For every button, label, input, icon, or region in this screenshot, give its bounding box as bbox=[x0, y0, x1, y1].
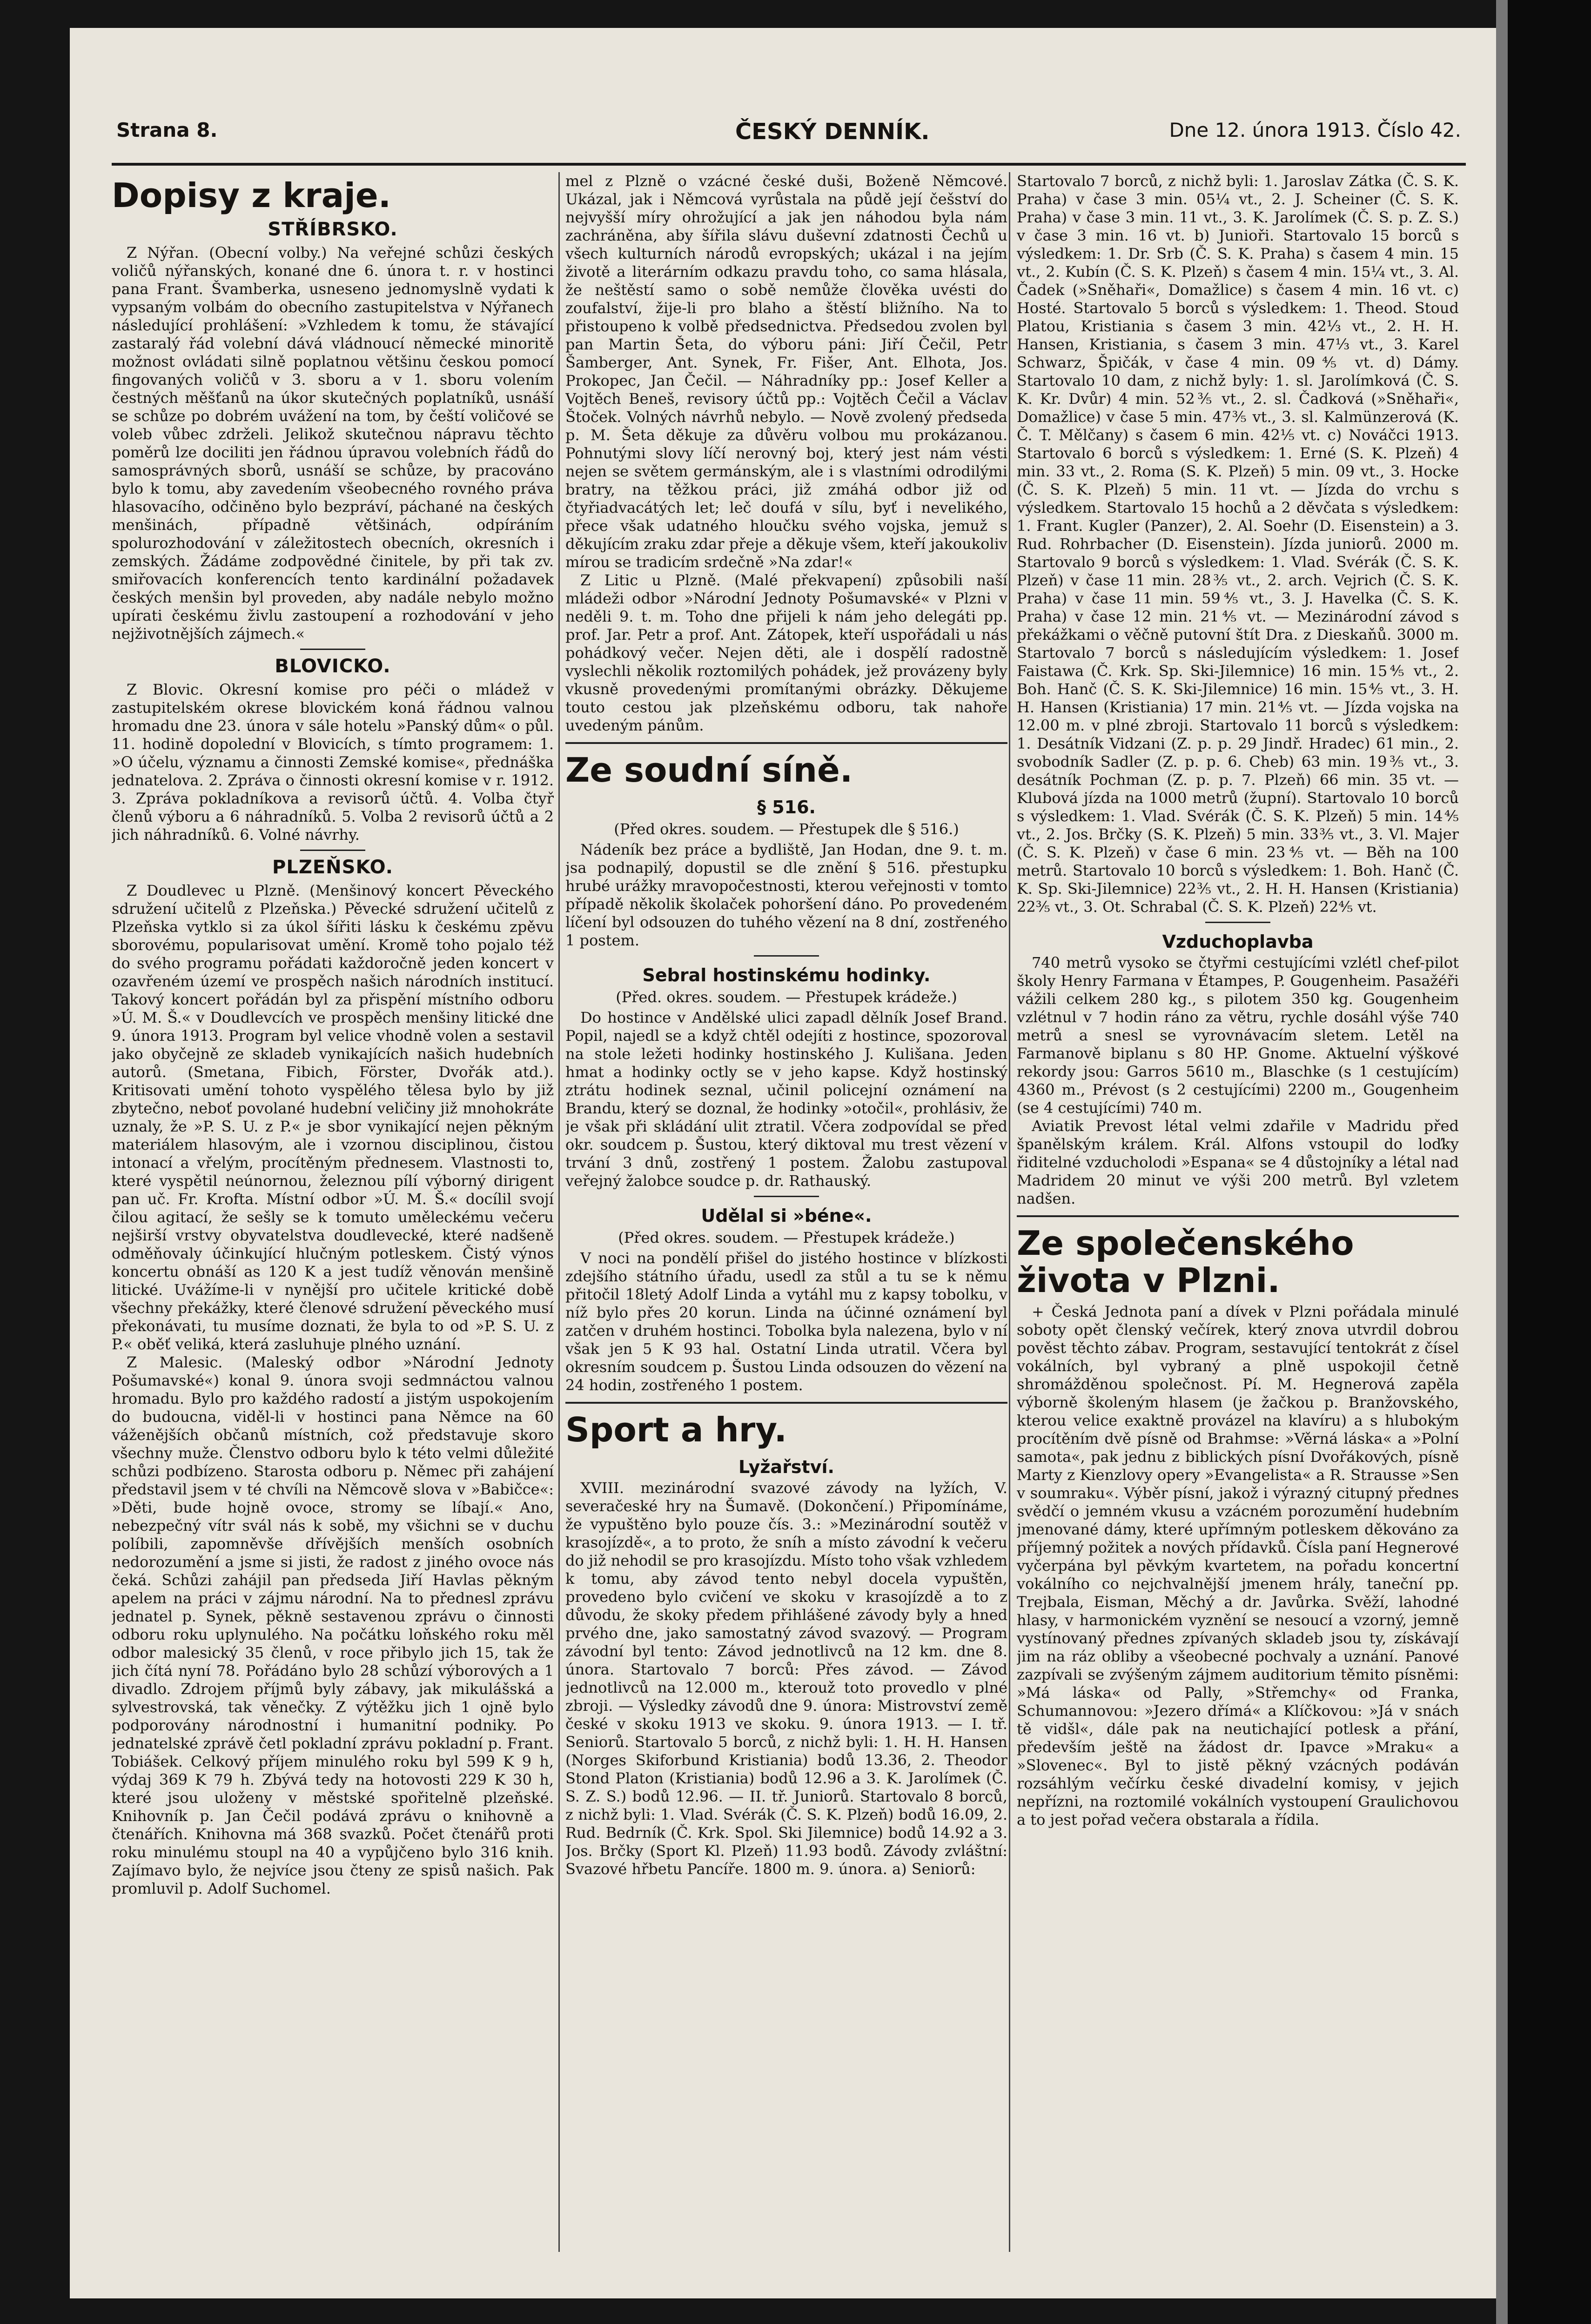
divider bbox=[754, 955, 819, 957]
article-head-hodinky: Sebral hostinskému hodinky. bbox=[642, 965, 931, 985]
article-head-516: § 516. bbox=[757, 797, 816, 817]
column-3 bbox=[1017, 172, 1459, 2266]
article-malesice: Z Malesic. (Maleský odbor »Národní Jednoty Pošumavské«) konal 9. února svoji sedmnáctou valnou hromadu. Bylo pro každého radostí a jistým uspokojením do budoucna, viděl-li v hostinci pana Němce na 60 váženějších občanů místních, což představuje skoro všechny muže. Členstvo odboru bylo k této velmi důležité schůzi podbízeno. Starosta odboru p. Němec při zahájení představil jsem v té chvíli na Němcově slova v »Babičce«: »Děti, bude hojně ovoce, stromy se líbají.« Ano, nebezpečný vítr svál nás k sobě, my všichni se v duchu políbili, zapomněvše dřívějších menších osobních nedorozumění a jsme si jisti, že radost z jiného ovoce nás čeká. Schůzi zahájil pan předseda Jiří Havlas pěkným apelem na práci v zájmu národní. Na to přednesl zprávu jednatel p. Synek, pěkně sestavenou zprávu o činnosti odboru roku uplynulého. Na počátku loňského roku měl odbor malesický 35 členů, v roce přibylo jich 15, tak že jich čítá nyní 78. Pořádáno bylo 28 schůzí výborových a 1 divadlo. Zdrojem příjmů byly zábavy, jak mikulášská a sylvestrovská, tak věnečky. Z výtěžku jich 1 ojně bylo podporovány národnostní i humanitní podniky. Po jednatelské zprávě četl pokladní zprávu pokladní p. Frant. Tobiášek. Celkový příjem minulého roku byl 599 K 9 h, výdaj 369 K 79 h. Zbývá tedy na hotovosti 229 K 30 h, které jsou uloženy v městské spořitelně plzeňské. Knihovník p. Jan Čečil podává zprávu o knihovně a čtenářích. Knihovna má 368 svazků. Počet čtenářů proti roku minulému stoupl na 40 a vypůjčeno bylo 316 knih. Zajímavo bylo, že nejvíce jsou čteny ze spisů našich. Pak promluvil p. Adolf Suchomel. bbox=[112, 1353, 554, 1897]
article-malesice-continued: mel z Plzně o vzácné české duši, Boženě Němcové. Ukázal, jak i Němcová vyrůstala na půdě její češství do nejvyšší míry ohrožující a jak jen náhodou byla nám zachráněna, aby šířila slávu duševní zdatnosti Čechů u všech kulturních národů evropských; ukázal i na jejím životě a literárním odkazu pravdu toho, co sama hlásala, že neštěstí samo o sobě nemůže člověka uvésti do zoufalství, žije-li pro blaho a štěstí bližního. Na to přistoupeno k volbě předsednictva. Předsedou zvolen byl pan Martin Šeta, do výboru páni: Jiří Čečil, Petr Šamberger, Ant. Synek, Fr. Fišer, Ant. Elhota, Jos. Prokopec, Jan Čečil. — Náhradníky pp.: Josef Keller a Vojtěch Beneš, revisory účtů pp.: Vojtěch Čečil a Václav Štoček. Volných návrhů nebylo. — Nově zvolený předseda p. M. Šeta děkuje za důvěru volbou mu prokázanou. Pohnutými slovy líčí nerovný boj, který jest nám vésti nejen se světem germánským, ale i s vlastními odrodilými bratry, na těžkou práci, již zmáhá odbor již od čtyřiadvacátých let; leč doufá v sílu, byť i nevelikého, přece však udatného hloučku svého vojska, jemuž s děkujícím zraku zdar přeje a děkuje všem, kteří jakoukoliv mírou se tradicím srdečně »Na zdar!« bbox=[565, 172, 1007, 571]
region-head-stribrsko: STŘÍBRSKO. bbox=[268, 219, 398, 240]
section-title-sport: Sport a hry. bbox=[565, 1410, 787, 1449]
article-sub-hodinky: (Před. okres. soudem. — Přestupek krádeže.) bbox=[616, 988, 957, 1006]
divider bbox=[1205, 922, 1270, 923]
article-head-aviation: Vzduchoplavba bbox=[1162, 931, 1314, 952]
article-sub-bene: (Před okres. soudem. — Přestupek krádeže.) bbox=[618, 1229, 955, 1246]
page-number: Strana 8. bbox=[116, 119, 218, 141]
section-rule bbox=[565, 742, 1007, 744]
article-litice: Z Litic u Plzně. (Malé překvapení) způsobili naší mládeži odbor »Národní Jednoty Pošumavské« v Plzni v neděli 9. t. m. Toho dne přijeli k nám jeho delegáti pp. prof. Jar. Petr a prof. Ant. Zátopek, kteří uspořádali u nás pohádkový večer. Nejen děti, ale i dospělí radostně vyslechli několik roztomilých pohádek, jež provázeny byly vkusně provedenými promítanými obrázky. Děkujeme touto cestou jak plzeňskému odboru, tak nahoře uvedeným pánům. bbox=[565, 571, 1007, 734]
scan-border bbox=[1508, 0, 1591, 2324]
column-2 bbox=[565, 172, 1007, 2266]
newspaper-page bbox=[70, 28, 1508, 2298]
section-rule bbox=[565, 1402, 1007, 1404]
column-divider bbox=[1009, 172, 1010, 2252]
article-sub-516: (Před okres. soudem. — Přestupek dle § 516.) bbox=[614, 820, 959, 838]
issue-date: Dne 12. února 1913. Číslo 42. bbox=[1169, 119, 1461, 141]
column-1 bbox=[112, 172, 554, 2266]
article-society: + Česká Jednota paní a dívek v Plzni pořádala minulé soboty opět členský večírek, který znova utvrdil dobrou pověst těchto zábav. Program, sestavující tentokrát z čísel vokálních, byl vybraný a plně uspokojil četně shromážděnou společnost. Pí. M. Hegnerová zapěla výborně školeným hlasem (je žačkou p. Branžovského, kterou velice exaktně provázel na klavíru) a s hlubokým procítěním dvě písně od Brahmse: »Věrná láska« a »Polní samota«, pak jednu z biblických písní Dvořákových, písně Marty z Kienzlovy opery »Evangelista« a R. Strausse »Sen v soumraku«. Výběr písní, jakož i výrazný citupný přednes svědčí o jemném vkusu a vzácném porozumění hudebním jmenované dámy, které upřímným potleskem děkováno za příjemný požitek a nových přídavků. Čísla paní Hegnerové vyčerpána byl pěvkým kvartetem, na pořadu koncertní vokálního co nejchvalnější jmenem hrály, taneční pp. Trejbala, Eisman, Měchý a dr. Javůrka. Svěží, lahodné hlasy, v harmonickém vyznění se nesoucí a vzorný, jemně vystínovaný přednes zpívaných skladeb jsou ty, získávají jim na ráz obliby a všeobecné pochvaly a uznání. Panové zazpívali se zvýšeným zájmem auditorium těmito písněmi: »Má láska« od Pally, »Střemchy« od Franka, Schumannovou: »Jezero dřímá« a Klíčkovou: »Já v snách tě vidšl«, dále pak na neutichající potlesk a přání, především ještě na žádost dr. Ipavce »Mraku« a »Slovenec«. Byl to jistě pěkný vzácných podáván rozsáhlým večírku české divadelní komisy, v jejich nepřízni, na roztomilé vokálních vystoupení Graulichovou a to jest pořad večera obstarala a řídila. bbox=[1017, 1303, 1459, 1828]
article-doudlevce: Z Doudlevec u Plzně. (Menšinový koncert Pěveckého sdružení učitelů z Plzeňska.) Pěvecké sdružení učitelů z Plzeňska vytklo si za úkol šířiti lásku k českému zpěvu sborovému, popularisovat umění. Kromě toho pojalo též do svého programu pořádati každoročně jeden koncert v ozavřeném území ve prospěch našich národních institucí. Takový koncert pořádán byl za přispění místního odboru »Ú. M. Š.« v Doudlevcích ve prospěch menšiny litické dne 9. února 1913. Program byl velice vhodně volen a sestavil jako obyčejně ze skladeb vynikajících našich hudebních autorů. (Smetana, Fibich, Förster, Dvořák atd.). Kritisovati umění tohoto vyspělého tělesa bylo by již zbytečno, neboť povolané hudební veličiny již mnohokráte uznaly, že »P. S. U. z P.« je sbor vynikající nejen pěkným materiálem hlasovým, ale i vzornou disciplinou, čistou intonací a vřelým, procítěným přednesem. Vlastnosti to, které vyspětil neúnornou, železnou pílí výborný dirigent pan uč. Fr. Krofta. Místní odbor »Ú. M. Š.« docílil svojí čilou agitací, že sešly se k tomuto uměleckému večeru nejširší vrstvy obyvatelstva doudlevecké, které nadšeně odměňovaly účinkující hlučným potleskem. Čistý výnos koncertu obnáší as 120 K a jest tudíž věnován menšině litické. Uvážíme-li v nynější pro učitele kritické době všechny překážky, které členové sdružení pěveckého musí překonávati, tu musíme doznati, že byla to od »P. S. U. z P.« oběť veliká, která zasluhuje plného uznání. bbox=[112, 882, 554, 1353]
article-nyrany: Z Nýřan. (Obecní volby.) Na veřejné schůzi českých voličů nýřanských, konané dne 6. února t. r. v hostinci pana Frant. Švamberka, usneseno jednomyslně vydati k vypsaným volbám do obecního zastupitelstva v Nýřanech následující prohlášení: »Vzhledem k tomu, že stávající zastaralý řád volební dává vládnoucí německé minoritě možnost ovládati silně poplatnou většinu českou pomocí fingovaných voličů v 3. sboru a v 1. sboru volením čestných měšťanů na úkor skutečných poplatníků, usnáší se schůze po dobrém uvážení na tom, by čeští voličové se voleb vůbec zdrželi. Jelikož skutečnou nápravu těchto poměrů lze dociliti jen řádnou úpravou volebních řádů do samosprávných sborů, usnáší se schůze, by pracováno bylo k tomu, aby zavedením všeobecného rovného práva hlasovacího, odčiněno bylo bezpráví, páchané na českých menšinách, případně většinách, odpíráním spolurozhodování v záležitostech obecních, okresních i zemských. Žádáme zodpovědné činitele, by při tak zv. smiřovacích konferencích tento kardinální požadavek českých menšin byl proveden, aby nadále nebylo možno upírati českému živlu zastoupení a rozhodování v jeho nejživotnějších zájmech.« bbox=[112, 244, 554, 643]
article-blovice: Z Blovic. Okresní komise pro péči o mládež v zastupitelském okrese blovickém koná řádnou valnou hromadu dne 23. února v sále hotelu »Panský dům« o půl. 11. hodině dopolední v Blovicích, s tímto programem: 1. »O účelu, významu a činnosti Zemské komise«, přednáška jednatelova. 2. Zpráva o činnosti okresní komise v r. 1912. 3. Zpráva pokladníkova a revisorů účtů. 4. Volba čtyř členů výboru a 6 náhradníků. 5. Volba 2 revisorů účtů a 2 jich náhradníků. 6. Volné návrhy. bbox=[112, 681, 554, 844]
section-rule bbox=[1017, 1215, 1459, 1217]
header-rule bbox=[112, 163, 1466, 166]
page-header bbox=[116, 114, 1461, 151]
section-title-society: Ze společenského života v Plzni. bbox=[1017, 1224, 1354, 1300]
article-head-bene: Udělal si »béne«. bbox=[701, 1206, 872, 1226]
article-aviation-2: Aviatik Prevost létal velmi zdařile v Madridu před španělským králem. Král. Alfons vstoupil do loďky řiditelné vzducholodi »Espana« se 4 důstojníky a létal nad Madridem 20 minut ve výši 200 metrů. Byl vzletem nadšen. bbox=[1017, 1117, 1459, 1207]
section-title-dopisy: Dopisy z kraje. bbox=[112, 176, 391, 215]
article-516: Nádeník bez práce a bydliště, Jan Hodan, dne 9. t. m. jsa podnapilý, dopustil se dle znění § 516. přestupku hrubé urážky mravopočestnosti, kterou veřejnosti v tomto případě několik školaček pohoršení dáno. Po provedeném líčení byl odsouzen do tuhého vězení na 8 dní, zostřeného 1 postem. bbox=[565, 841, 1007, 949]
divider bbox=[300, 649, 365, 650]
article-hodinky: Do hostince v Andělské ulici zapadl dělník Josef Brand. Popil, najedl se a když chtěl odejíti z hostince, spozoroval na stole ležeti hodinky hostinského J. Kulišana. Jeden hmat a hodinky octly se v jeho kapse. Když hostinský ztrátu hodinek seznal, učinil policejní oznámení na Brandu, který se doznal, že hodinky »otočil«, prohlásiv, že je však při skládání ulit ztratil. Včera zodpovídal se před okr. soudcem p. Šustou, který diktoval mu trest vězení v trvání 3 dnů, zostřený 1 postem. Žalobu zastupoval veřejný žalobce soudce p. dr. Rathauský. bbox=[565, 1009, 1007, 1190]
article-aviation-1: 740 metrů vysoko se čtyřmi cestujícími vzlétl chef-pilot školy Henry Farmana v Étampes, P. Gougenheim. Pasažéři vážili celkem 280 kg., s pilotem 350 kg. Gougenheim vzlétnul v 7 hodin ráno za větru, rychle dosáhl výše 740 metrů a snesl se vyrovnávacím sletem. Letěl na Farmanově biplanu s 80 HP. Gnome. Aktuelní výškové rekordy jsou: Garros 5610 m., Blaschke (s 1 cestujícím) 4360 m., Prévost (s 2 cestujícími) 2200 m., Gougenheim (se 4 cestujícími) 740 m. bbox=[1017, 954, 1459, 1117]
article-head-ski: Lyžařství. bbox=[738, 1457, 834, 1477]
section-title-court: Ze soudní síně. bbox=[565, 750, 853, 790]
newspaper-title: ČESKÝ DENNÍK. bbox=[735, 119, 930, 145]
column-divider bbox=[558, 172, 560, 2252]
region-head-plzensko: PLZEŇSKO. bbox=[272, 857, 393, 878]
region-head-blovicko: BLOVICKO. bbox=[275, 656, 391, 677]
article-bene: V noci na pondělí přišel do jistého hostince v blízkosti zdejšího státního úřadu, usedl za stůl a tu se k němu přitočil 18letý Adolf Linda a vytáhl mu z kapsy tobolku, v níž bylo přes 20 korun. Linda na účinné oznámení byl zatčen v druhém hostinci. Tobolka byla nalezena, bylo v ní však jen 5 K 93 hal. Ostatní Linda utratil. Včera byl okresním soudcem p. Šustou Linda odsouzen do vězení na 24 hodin, zostřeného 1 postem. bbox=[565, 1249, 1007, 1394]
article-ski: XVIII. mezinárodní svazové závody na lyžích, V. severačeské hry na Šumavě. (Dokončení.) Připomínáme, že vypuštěno bylo pouze čís. 3.: »Mezinárodní soutěž v krasojízdě«, a to proto, že sníh a místo závodní k večeru do již nehodil se pro krasojízdu. Místo toho však vzhledem k tomu, aby závod tento nebyl docela vypuštěn, provedeno bylo cvičení ve skoku v krasojízdě a to z důvodu, že skoky předem přihlášené závody byly a hned prvého dne, jako samostatný závod svazový. — Program závodní byl tento: Závod jednotlivců na 12 km. dne 8. února. Startovalo 7 borců: Přes závod. — Závod jednotlivců na 12.000 m., kterouž toto provedlo v plné zbroji. — Výsledky závodů dne 9. února: Mistrovství země české v skoku 1913 ve skoku. 9. února 1913. — I. tř. Seniorů. Startovalo 5 borců, z nichž byli: 1. H. H. Hansen (Norges Skiforbund Kristiania) bodů 13.36, 2. Theodor Stond Platon (Kristiania) bodů 12.96 a 3. K. Jarolímek (Č. S. Z. S.) bodů 12.96. — II. tř. Juniorů. Startovalo 8 borců, z nichž byli: 1. Vlad. Svérák (Č. S. K. Plzeň) bodů 16.09, 2. Rud. Bedrník (Č. Krk. Spol. Ski Jilemnice) bodů 14.92 a 3. Jos. Brčky (Sport Kl. Plzeň) 11.93 bodů. Závody zvláštní: Svazové hřbetu Pancíře. 1800 m. 9. února. a) Seniorů: bbox=[565, 1479, 1007, 1878]
article-ski-results: Startovalo 7 borců, z nichž byli: 1. Jaroslav Zátka (Č. S. K. Praha) v čase 3 min. 05¼ vt., 2. J. Scheiner (Č. S. K. Praha) v čase 3 min. 11 vt., 3. K. Jarolímek (Č. S. p. Z. S.) v čase 3 min. 16 vt. b) Junioři. Startovalo 15 borců s výsledkem: 1. Dr. Srb (Č. S. K. Praha) s časem 4 min. 15 vt., 2. Kubín (Č. S. K. Plzeň) s časem 4 min. 15¼ vt., 3. Al. Čadek (»Sněhaři«, Domažlice) s časem 4 min. 16 vt. c) Hosté. Startovalo 5 borců s výsledkem: 1. Theod. Stoud Platou, Kristiania s časem 3 min. 42⅓ vt., 2. H. H. Hansen, Kristiania, s časem 3 min. 47⅓ vt., 3. Karel Schwarz, Špičák, v čase 4 min. 09⅘ vt. d) Dámy. Startovalo 10 dam, z nichž byly: 1. sl. Jarolímková (Č. S. K. Kr. Dvůr) 4 min. 52⅗ vt., 2. sl. Čadková (»Sněhaři«, Domažlice) v čase 5 min. 47⅗ vt., 3. sl. Kalmünzerová (K. Č. T. Mělčany) s časem 6 min. 42⅕ vt. c) Nováčci 1913. Startovalo 6 borců s výsledkem: 1. Erné (S. K. Plzeň) 4 min. 33 vt., 2. Roma (S. K. Plzeň) 5 min. 09 vt., 3. Hocke (Č. S. K. Plzeň) 5 min. 11 vt. — Jízda do vrchu s výsledkem. Startovalo 15 hochů a 2 děvčata s výsledkem: 1. Frant. Kugler (Panzer), 2. Al. Soehr (D. Eisenstein) a 3. Rud. Rohrbacher (D. Eisenstein). Jízda juniorů. 2000 m. Startovalo 9 borců s výsledkem: 1. Vlad. Svérák (Č. S. K. Plzeň) v čase 11 min. 28⅗ vt., 2. arch. Vejrich (Č. S. K. Praha) v čase 11 min. 59⅘ vt., 3. J. Havelka (Č. S. K. Praha) v čase 12 min. 21⅘ vt. — Mezinárodní závod s překážkami o věčně putovní štít Dra. z Dieskaňů. 3000 m. Startovalo 7 borců s následujícím výsledkem: 1. Josef Faistawa (Č. Krk. Sp. Ski-Jilemnice) 16 min. 15⅘ vt., 2. Boh. Hanč (Č. S. K. Ski-Jilemnice) 16 min. 15⅘ vt., 3. H. H. Hansen (Kristiania) 17 min. 21⅘ vt. — Jízda vojska na 12.00 m. v plné zbroji. Startovalo 11 borců s výsledkem: 1. Desátník Vidzani (Z. p. p. 29 Jindř. Hradec) 61 min., 2. svobodník Sadler (Z. p. p. 6. Cheb) 63 min. 19⅗ vt., 3. desátník Pochman (Z. p. p. 7. Plzeň) 66 min. 35 vt. — Klubová jízda na 1000 metrů (župní). Startovalo 10 borců s výsledkem: 1. Vlad. Svérák (Č. S. K. Plzeň) 5 min. 14⅘ vt., 2. Jos. Brčky (S. K. Plzeň) 5 min. 33⅗ vt., 3. Vl. Majer (Č. S. K. Plzeň) v čase 6 min. 23⅘ vt. — Běh na 100 metrů. Startovalo 10 borců s výsledkem: 1. Boh. Hanč (Č. K. Sp. Ski-Jilemnice) 22⅗ vt., 2. H. H. Hansen (Kristiania) 22⅗ vt., 3. Ot. Schrabal (Č. S. K. Plzeň) 22⅘ vt. bbox=[1017, 172, 1459, 916]
scan-edge bbox=[1496, 0, 1508, 2324]
divider bbox=[754, 1196, 819, 1197]
divider bbox=[300, 850, 365, 851]
